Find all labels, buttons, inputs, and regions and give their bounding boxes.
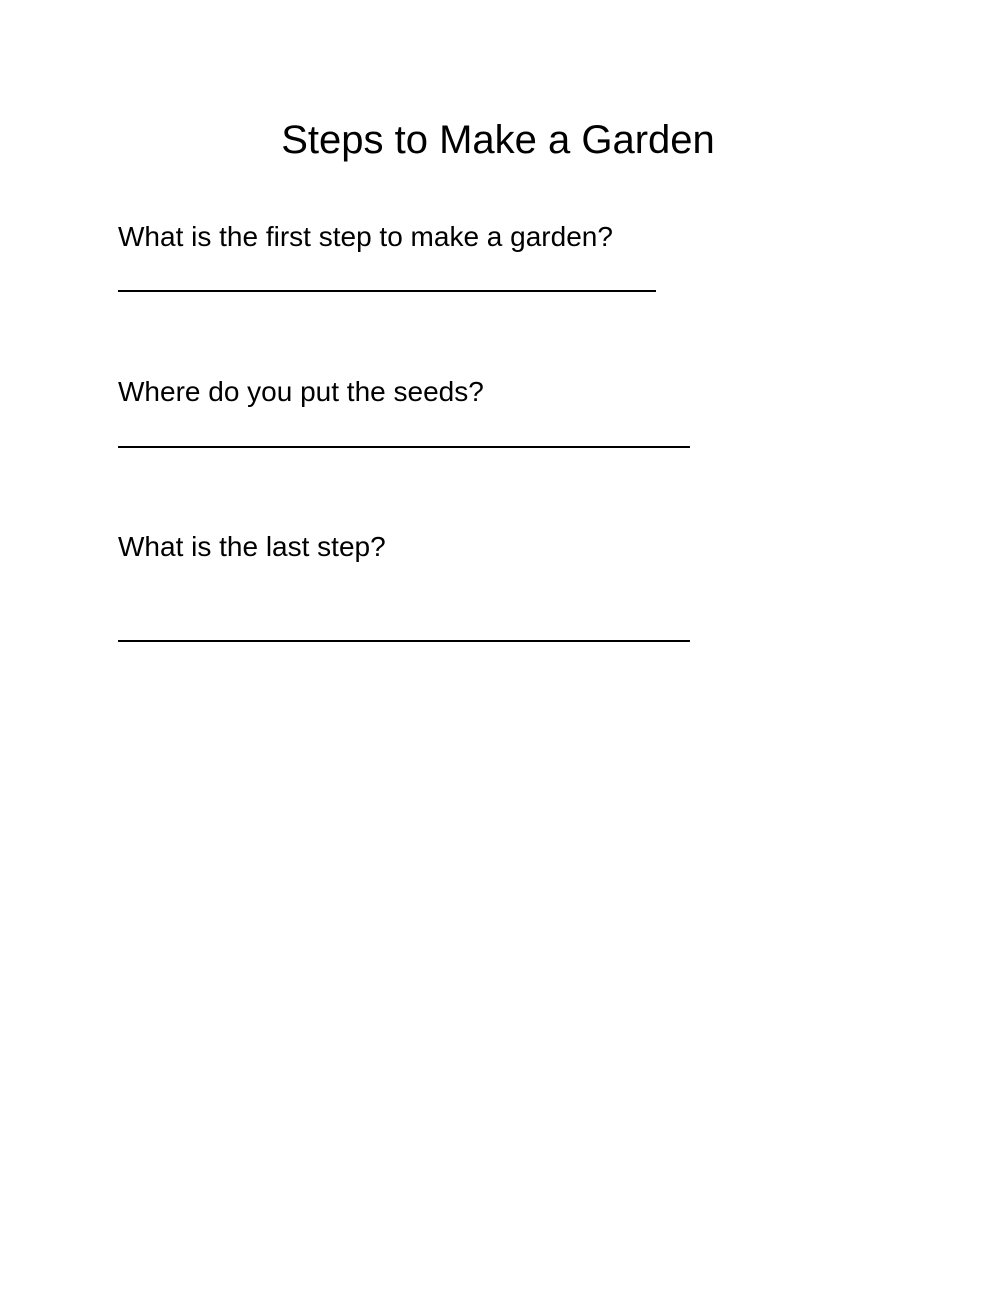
question-3-answer-line[interactable] bbox=[118, 640, 690, 642]
question-2-answer-line[interactable] bbox=[118, 446, 690, 448]
worksheet-title: Steps to Make a Garden bbox=[281, 118, 715, 162]
question-2-text: Where do you put the seeds? bbox=[118, 376, 484, 407]
question-1-answer-line[interactable] bbox=[118, 290, 656, 292]
question-1-text: What is the first step to make a garden? bbox=[118, 221, 613, 252]
question-3-text: What is the last step? bbox=[118, 531, 386, 562]
